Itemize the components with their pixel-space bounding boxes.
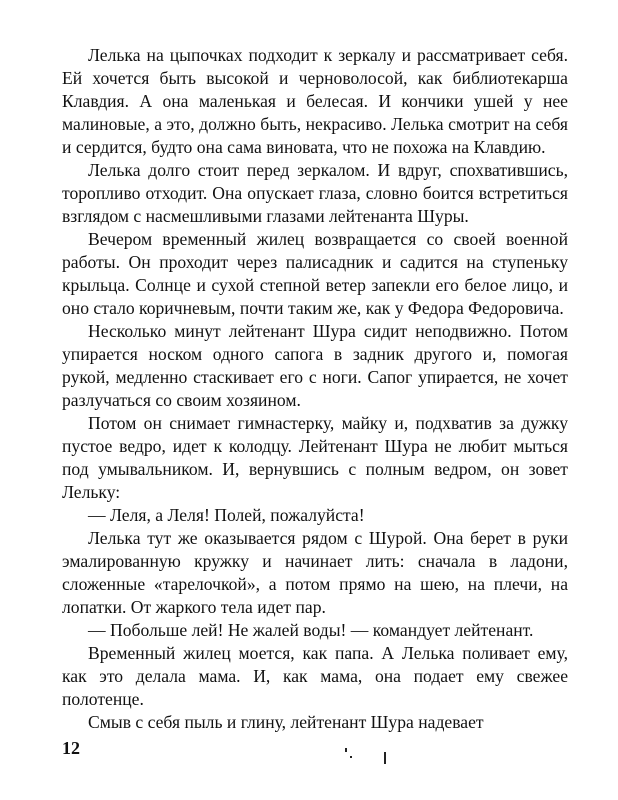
- paragraph: — Побольше лей! Не жалей воды! — командует лейтенант.: [88, 620, 534, 640]
- paragraph: Несколько минут лейтенант Шура сидит неподвижно. Потом упирается носком одного сапога в задник другого и, помогая рукой, медленно стаскивает его с ноги. Сапог упирается, не хочет разлучаться со своим хозяином.: [62, 321, 568, 410]
- paragraph: Временный жилец моется, как папа. А Лелька поливает ему, как это делала мама. И, как мама, она подает ему свежее полотенце.: [62, 643, 568, 709]
- paragraph: Лелька на цыпочках подходит к зеркалу и рассматривает себя. Ей хочется быть высокой и черноволосой, как библиотекарша Клавдия. А она маленькая и белесая. И кончики ушей у нее малиновые, а это, должно быть, некрасиво. Лелька смотрит на себя и сердится, будто она сама виновата, что не похожа на Клавдию.: [62, 45, 568, 157]
- paragraph: Вечером временный жилец возвращается со своей военной работы. Он проходит через палисадник и садится на ступеньку крыльца. Солнце и сухой степной ветер запекли его белое лицо, и оно стало коричневым, почти таким же, как у Федора Федоровича.: [62, 229, 568, 318]
- paragraph: Лелька тут же оказывается рядом с Шурой. Она берет в руки эмалированную кружку и начинает лить: сначала в ладони, сложенные «тарелочкой», а потом прямо на шею, на плечи, на лопатки. От жаркого тела идет пар.: [62, 528, 568, 617]
- print-speck: [350, 756, 352, 758]
- print-speck: [384, 752, 386, 764]
- paragraph: — Леля, а Леля! Полей, пожалуйста!: [88, 505, 365, 525]
- paragraph: Потом он снимает гимнастерку, майку и, подхватив за дужку пустое ведро, идет к колодцу. Лейтенант Шура не любит мыться под умывальником. И, вернувшись с полным ведром, он зовет Лельку:: [62, 413, 568, 502]
- text-block: [62, 44, 568, 734]
- page-body: [62, 44, 568, 734]
- print-speck: [345, 748, 347, 752]
- page-number: 12: [62, 738, 80, 758]
- paragraph: Лелька долго стоит перед зеркалом. И вдруг, спохватившись, торопливо отходит. Она опускает глаза, словно боится встретиться взглядом с насмешливыми глазами лейтенанта Шуры.: [62, 160, 568, 226]
- paragraph: Смыв с себя пыль и глину, лейтенант Шура надевает: [88, 712, 484, 732]
